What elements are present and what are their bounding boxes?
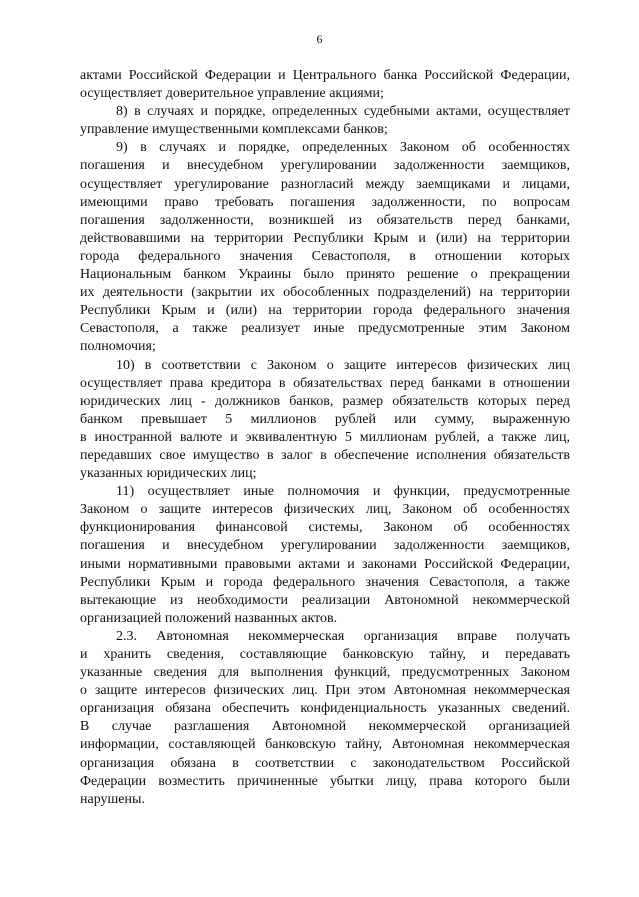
paragraph <box>80 103 570 139</box>
text-line: Национальным банком Украины было принято решение о прекращении <box>80 267 570 283</box>
text-line: Севастополя, а также реализует иные предусмотренные этим Законом <box>80 321 570 337</box>
paragraph <box>80 139 570 356</box>
text-line: о защите интересов физических лиц. При этом Автономная некоммерческая <box>80 683 570 699</box>
document-body <box>80 67 570 809</box>
text-line: управление имущественными комплексами банков; <box>80 122 388 138</box>
text-line: информации, составляющей банковскую тайну, Автономная некоммерческая <box>80 737 570 753</box>
text-line: организацией положений названных актов. <box>80 610 338 626</box>
page-number: 6 <box>316 32 323 46</box>
text-line: 8) в случаях и порядке, определенных судебными актами, осуществляет <box>116 104 570 120</box>
text-line: юридических лиц - должников банков, размер обязательств которых перед <box>80 393 570 409</box>
text-line: Законом о защите интересов физических лиц, Законом об особенностях <box>80 502 570 518</box>
text-line: указанные сведения для выполнения функций, предусмотренных Законом <box>80 665 570 681</box>
text-line: передавших свое имущество в залог в обеспечение исполнения обязательств <box>80 447 570 463</box>
paragraph <box>80 357 570 484</box>
text-line: города федерального значения Севастополя, в отношении которых <box>80 248 570 264</box>
text-line: вытекающие из необходимости реализации Автономной некоммерческой <box>80 592 570 608</box>
text-line: Республики Крым и (или) на территории города федерального значения <box>80 303 570 319</box>
text-line: актами Российской Федерации и Центрального банка Российской Федерации, <box>80 68 570 83</box>
text-line: и хранить сведения, составляющие банковскую тайну, и передавать <box>80 647 570 662</box>
text-line: имеющими право требовать погашения задолженности, по вопросам <box>80 194 570 210</box>
text-line: осуществляет доверительное управление акциями; <box>80 86 384 102</box>
text-line: действовавшими на территории Республики Крым и (или) на территории <box>80 230 570 246</box>
text-line: их деятельности (закрытии их обособленных подразделений) на территории <box>80 285 570 301</box>
text-line: погашения задолженности, возникшей из обязательств перед банками, <box>80 212 570 228</box>
text-line: Федерации возместить причиненные убытки лицу, права которого были <box>80 773 570 789</box>
text-line: В случае разглашения Автономной некоммерческой организацией <box>80 719 570 735</box>
text-line: указанных юридических лиц; <box>80 466 257 482</box>
text-line: 10) в соответствии с Законом о защите интересов физических лиц <box>116 357 570 373</box>
text-line: погашения и внесудебном урегулировании задолженности заемщиков, <box>80 538 570 554</box>
text-line: организация обязана в соответствии с законодательством Российской <box>80 755 570 771</box>
text-line: в иностранной валюте и эквивалентную 5 миллионам рублей, а также лиц, <box>80 429 570 445</box>
text-line: функционирования финансовой системы, Законом об особенностях <box>80 520 570 536</box>
paragraph <box>80 67 570 103</box>
text-line: 9) в случаях и порядке, определенных Законом об особенностях <box>116 140 570 156</box>
text-line: банком превышает 5 миллионов рублей или сумму, выраженную <box>80 411 570 427</box>
text-line: иными нормативными правовыми актами и законами Российской Федерации, <box>80 556 570 572</box>
text-line: нарушены. <box>80 791 145 807</box>
paragraph <box>80 483 570 628</box>
text-line: 11) осуществляет иные полномочия и функции, предусмотренные <box>116 484 570 500</box>
text-line: 2.3. Автономная некоммерческая организация вправе получать <box>116 628 570 644</box>
text-line: организация обязана обеспечить конфиденциальность указанных сведений. <box>80 701 570 717</box>
text-line: полномочия; <box>80 339 156 355</box>
text-line: осуществляет права кредитора в обязательствах перед банками в отношении <box>80 375 570 391</box>
paragraph <box>80 628 570 809</box>
text-line: погашения и внесудебном урегулировании задолженности заемщиков, <box>80 158 570 174</box>
text-line: осуществляет урегулирование разногласий между заемщиками и лицами, <box>80 176 570 192</box>
text-line: Республики Крым и города федерального значения Севастополя, а также <box>80 574 570 590</box>
